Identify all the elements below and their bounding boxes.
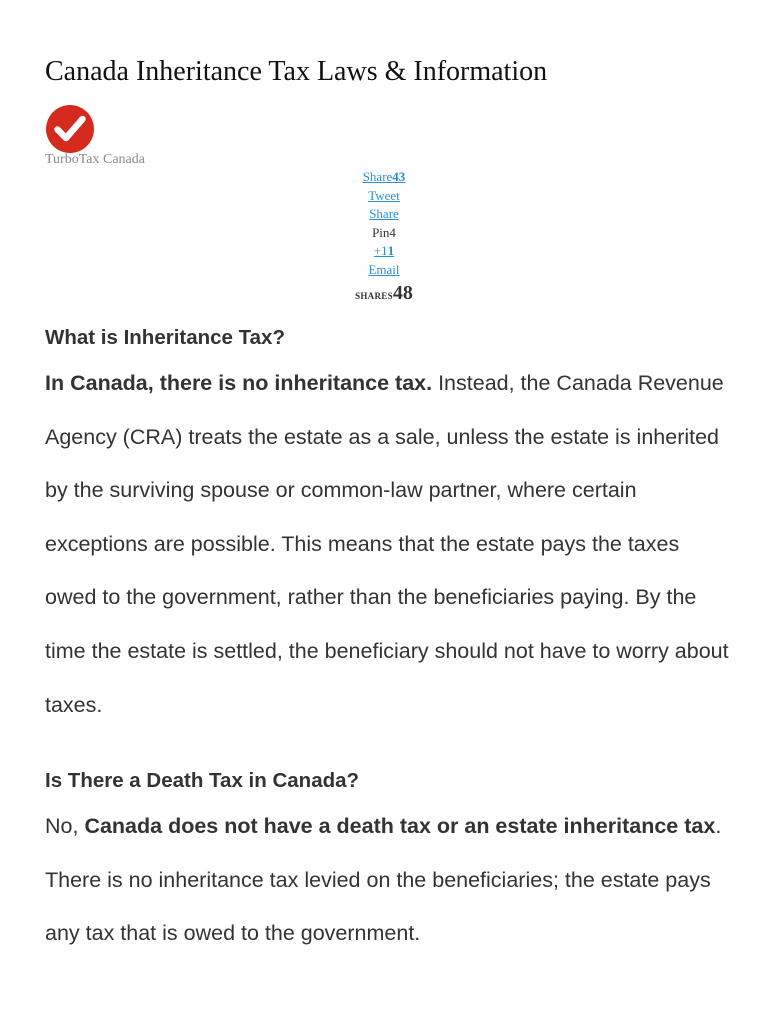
facebook-share-label: Share [362, 169, 393, 184]
plus-one-label: +1 [373, 243, 388, 259]
pin-label: Pin [372, 224, 390, 240]
checkmark-icon [45, 104, 95, 154]
paragraph-text: . There is no inheritance tax levied on the beneficiaries; the estate pays any tax that is owed to the government. [45, 814, 722, 946]
paragraph [45, 800, 735, 961]
section-heading-death-tax [45, 769, 735, 793]
tweet-link[interactable]: Tweet [368, 187, 400, 203]
linkedin-share-link[interactable]: Share [369, 206, 399, 222]
facebook-share-count: 43 [392, 169, 406, 184]
share-bar [284, 168, 484, 307]
section-heading: Is There a Death Tax in Canada? [45, 769, 360, 792]
section-body-death-tax [45, 800, 735, 961]
paragraph-lead-plain: No, [45, 814, 85, 838]
plus-one-link[interactable] [374, 243, 394, 258]
section-body-inheritance [45, 357, 735, 732]
shares-total-label: SHARES [355, 290, 393, 301]
author-name: TurboTax Canada [45, 152, 145, 167]
email-link[interactable]: Email [368, 261, 400, 277]
pin-link[interactable] [284, 224, 484, 243]
paragraph-lead: Canada does not have a death tax or an estate inheritance tax [84, 814, 716, 838]
pin-count: 4 [389, 224, 396, 240]
paragraph-lead: In Canada, there is no inheritance tax. [45, 371, 433, 395]
facebook-share-link[interactable] [363, 169, 406, 184]
paragraph [45, 357, 735, 732]
shares-total-count: 48 [392, 281, 413, 304]
shares-total [284, 282, 484, 307]
section-heading-inheritance [45, 326, 735, 350]
page-title: Canada Inheritance Tax Laws & Information [45, 56, 548, 87]
section-heading: What is Inheritance Tax? [45, 326, 285, 349]
plus-one-count: 1 [387, 243, 395, 259]
paragraph-text: Instead, the Canada Revenue Agency (CRA) treats the estate as a sale, unless the estate is inherited by the surviving spouse or common-law partner, where certain exceptions are possible. This means that the estate pays the taxes owed to the government, rather than the beneficiaries paying. By the time the estate is settled, the beneficiary should not have to worry about taxes. [45, 371, 729, 717]
